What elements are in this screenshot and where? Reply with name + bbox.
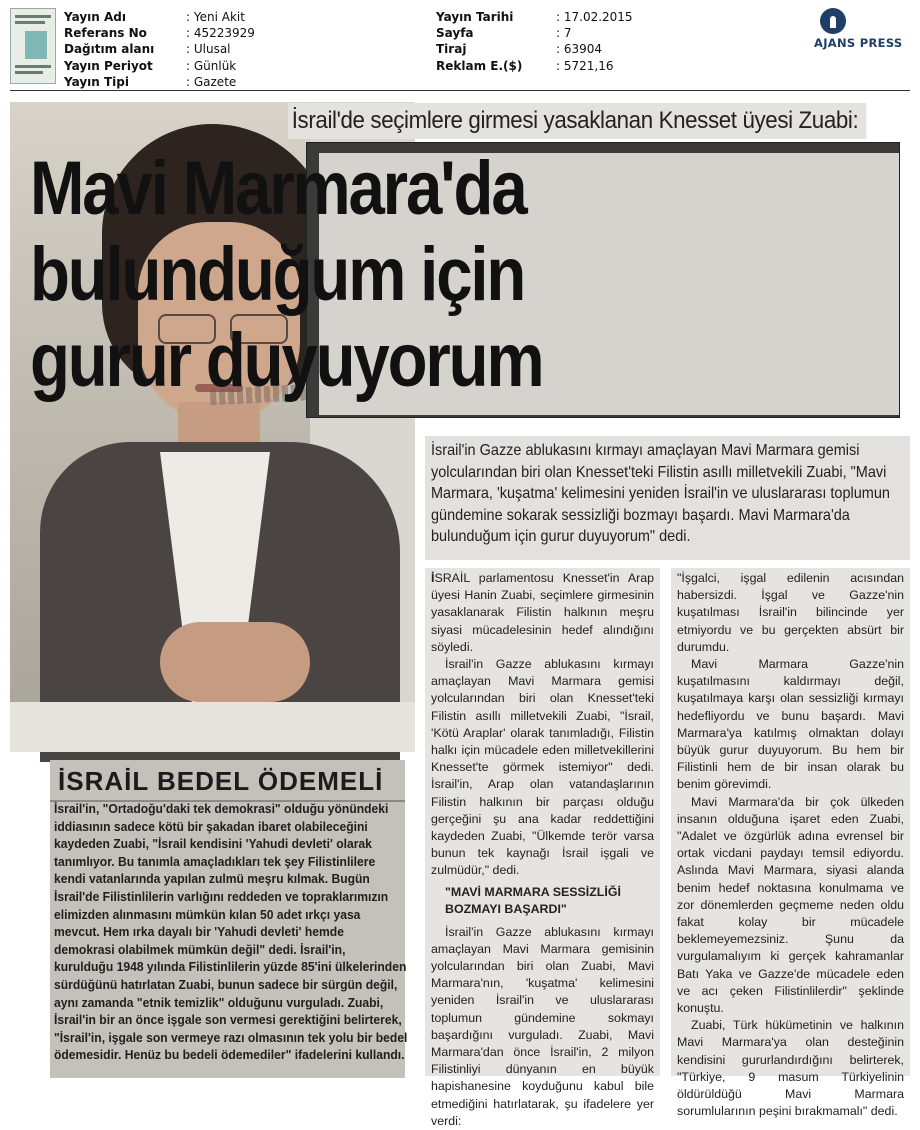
article-column-1 xyxy=(425,568,660,1128)
sidebar-body: İsrail'in, "Ortadoğu'daki tek demokrasi" olduğu yönündeki iddiasının sadece kötü bir şakadan ibaret olabileceğini kaydeden Zuabi, "İsrail kendisini 'Yahudi devleti' olarak tanımlıyor. Bu tanımla amaçladıkları tek şey Filistinlilere kendi vatanlarında yapılan zulmü meşru kılmak. Bugün İsrail'de Filistinlilerin varlığını reddeden ve topraklarımızın elimizden alınmasını mümkün kılan 50 adet ırkçı yasa mevcut. Hem ırka dayalı bir 'Yahudi devleti' hemde demokrasi olabilmek mümkün değil" dedi. İsrail'in, kurulduğu 1948 yılında Filistinlilerin yüzde 85'ini ülkelerinden sürdüğünü hatırlatan Zuabi, bunun sadece bir sürgün değil, aynı zamanda "etnik temizlik" olduğunu vurguladı. Zuabi, İsrail'in bir an önce işgale son vermesi gerektiğini belirterek, "İsrail'in, işgale son vermeye razı olmasının tek yolu bir bedel ödemesidir. Henüz bu bedeli ödemediler" ifadelerini kullandı. xyxy=(54,801,408,1063)
article-kicker: İsrail'de seçimlere girmesi yasaklanan Knesset üyesi Zuabi: xyxy=(288,103,866,139)
col1-paragraph-3: İsrail'in Gazze ablukasını kırmayı amaçlayan Mavi Marmara gemisinin yolcularından biri olan Zuabi, Mavi Marmara'nın, 'kuşatma' kelimesini yeniden İsrail'in ve uluslararası toplumun gündemine sokmayı başardığını vurguladı. Zuabi, Mavi Marmara'dan önce İsrail'in, 2 milyon Filistinliyi dünyanın en büyük hapishanesine koyduğunu kabul bile etmediğini hatırlatarak, şu ifadelere yer verdi: xyxy=(431,924,654,1128)
header-divider xyxy=(10,90,910,91)
meta-row-sayfa: Sayfa : 7 xyxy=(436,26,572,41)
col2-paragraph-3: Mavi Marmara'da bir çok ülkeden insanın olduğuna işaret eden Zuabi, "Adalet ve özgürlük adına evrensel bir ortak vicdani paydayı temsil ediyordu. Aslında Mavi Marmara, siyasi alanda benim hedef noktasına konulmama ve zor dönemlerden geçmeme neden oldu fakat kolay bir mücadele beklemeyemezsiniz. Şunu da vurgulamalıyım ki gerçek kahramanlar Batı Yaka ve Gazze'de mücadele eden ve acı çeken Filistinlilerdir" şeklinde konuştu. xyxy=(677,794,904,1016)
ajans-press-logo: AJANS PRESS xyxy=(812,8,912,52)
headline-line-2: bulunduğum için xyxy=(30,232,525,317)
article-column-2 xyxy=(671,568,910,1119)
meta-row-reklam: Reklam E.($) : 5721,16 xyxy=(436,58,614,73)
headline-line-1: Mavi Marmara'da xyxy=(30,146,526,231)
col2-paragraph-2: Mavi Marmara Gazze'nin kuşatılmasını kaldırmayı değil, kuşatılmaya karşı olan sessizliği kırmayı hedefliyordu ve bunu başardı. Mavi Marmara'ya katılmış olmaktan dolayı büyük gurur duyuyorum. Bu hem bir Filistinli hem de bir insan olarak bu benim görevimdi. xyxy=(677,657,904,792)
meta-row-periyot: Yayın Periyot : Günlük xyxy=(64,58,237,73)
col1-subheading: "MAVİ MARMARA SESSİZLİĞİ BOZMAYI BAŞARDI" xyxy=(445,884,621,916)
article-headline xyxy=(30,146,590,404)
page-thumbnail[interactable] xyxy=(10,8,56,84)
col2-paragraph-1: "İşgalci, işgal edilenin acısından habersizdi. İşgal ve Gazze'nin kuşatılması İsrail'in bilincinde yer etmiyordu ve bu gerçekten absürt bir durumdu. xyxy=(677,571,904,654)
col1-paragraph-1: İSRAİL parlamentosu Knesset'in Arap üyesi Hanin Zuabi, seçimlere girmesinin yasaklanarak Filistin halkının meşru siyasi mücadelesinin hedef alındığını söyledi. xyxy=(431,571,654,654)
article-lead-text: İsrail'in Gazze ablukasını kırmayı amaçlayan Mavi Marmara gemisi yolcularından biri olan Knesset'teki Filistin asıllı milletvekili Zuabi, "Mavi Marmara, 'kuşatma' kelimesini yeniden İsrail'in ve uluslararası toplumun gündemine sokarak sessizliği bozmayı başardı. Mavi Marmara'da bulunduğum için gurur duyuyorum" dedi. xyxy=(431,442,890,546)
clipping-header xyxy=(0,0,920,92)
ajans-press-logo-icon xyxy=(820,8,846,34)
article-lead xyxy=(425,436,910,560)
sidebar-title: İSRAİL BEDEL ÖDEMELİ xyxy=(58,766,384,796)
meta-row-tiraj: Tiraj : 63904 xyxy=(436,42,603,57)
meta-row-tip: Yayın Tipi : Gazete xyxy=(64,74,237,89)
col1-paragraph-2: İsrail'in Gazze ablukasını kırmayı amaçlayan Mavi Marmara gemisi yolcularından biri olan Knesset'teki Filistin asıllı milletvekili Zuabi, "İsrail, 'Kötü Araplar' olarak tanımladığı, Filistin halkı için mücadele eden milletvekillerini Knesset'te görmek istemiyor" dedi. İsrail'in, Arap olan vatandaşlarının Filistin halkının bir parçası olduğu gerçeğini şu ana kadar reddettiğini kaydeden Zuabi, "Ülkemde terör varsa bunun tek kaynağı İsrail işgali ve zulmüdür," dedi. xyxy=(431,657,654,878)
meta-row-yayin-adi: Yayın Adı : Yeni Akit xyxy=(64,10,245,24)
publication-meta-right xyxy=(436,9,633,74)
sidebar-box xyxy=(50,760,408,1078)
publication-meta-left xyxy=(64,9,255,90)
headline-line-3: gurur duyuyorum xyxy=(30,318,543,403)
meta-row-dagitim: Dağıtım alanı : Ulusal xyxy=(64,42,231,57)
col2-paragraph-4: Zuabi, Türk hükümetinin ve halkının Mavi Marmara'ya olan desteğinin kendisini gururlandırdığını belirterek, "Türkiye, 9 masum Türkiyelinin öldürüldüğü Mavi Marmara sorumlularının peşini bırakmamalı" dedi. xyxy=(677,1018,904,1119)
meta-row-referans: Referans No : 45223929 xyxy=(64,26,255,41)
meta-row-tarih: Yayın Tarihi : 17.02.2015 xyxy=(436,10,633,24)
